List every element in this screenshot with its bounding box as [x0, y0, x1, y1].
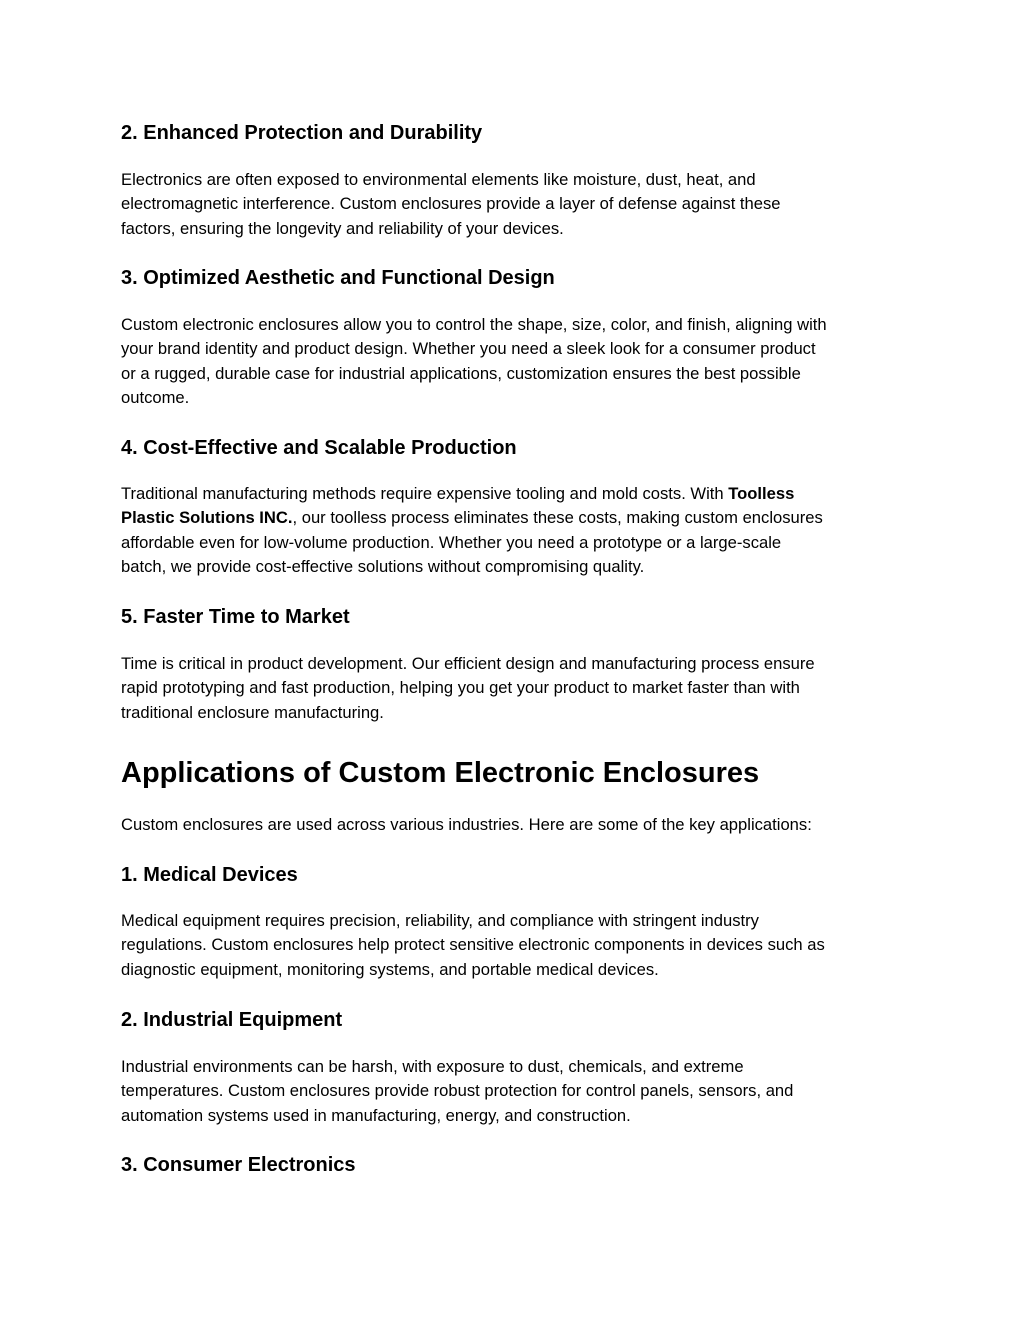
text-line: your brand identity and product design. Whether you need a sleek look for a consumer product: [121, 339, 816, 359]
heading-medical-devices: 1. Medical Devices: [121, 864, 298, 886]
text-line: outcome.: [121, 388, 190, 408]
heading-applications: Applications of Custom Electronic Enclosures: [121, 757, 760, 789]
heading-aesthetic-design: 3. Optimized Aesthetic and Functional Design: [121, 267, 555, 289]
text-line: Electronics are often exposed to environmental elements like moisture, dust, heat, and: [121, 170, 756, 189]
paragraph-industrial-equipment: [121, 1055, 911, 1128]
paragraph-enhanced-protection: [121, 168, 911, 241]
text-line: temperatures. Custom enclosures provide robust protection for control panels, sensors, and: [121, 1081, 794, 1101]
text-line: regulations. Custom enclosures help protect sensitive electronic components in devices such as: [121, 935, 825, 955]
paragraph-cost-effective: [121, 482, 911, 580]
paragraph-medical-devices: [121, 909, 911, 982]
paragraph-time-to-market: [121, 652, 911, 725]
company-name-bold: Toolless: [728, 484, 795, 503]
text-line: diagnostic equipment, monitoring systems, and portable medical devices.: [121, 959, 659, 979]
heading-consumer-electronics: 3. Consumer Electronics: [121, 1154, 356, 1176]
text-line: Industrial environments can be harsh, with exposure to dust, chemicals, and extreme: [121, 1057, 744, 1076]
text-line: batch, we provide cost-effective solutions without compromising quality.: [121, 557, 645, 577]
text-line: Custom enclosures are used across various industries. Here are some of the key applications:: [121, 815, 812, 834]
text-run: Traditional manufacturing methods require expensive tooling and mold costs. With: [121, 484, 729, 503]
heading-industrial-equipment: 2. Industrial Equipment: [121, 1009, 343, 1031]
text-line: Custom electronic enclosures allow you to control the shape, size, color, and finish, aligning with: [121, 315, 827, 334]
text-line: Time is critical in product development. Our efficient design and manufacturing process ensure: [121, 654, 815, 673]
text-line: electromagnetic interference. Custom enclosures provide a layer of defense against these: [121, 194, 781, 214]
paragraph-applications-intro: [121, 813, 911, 837]
text-line: automation systems used in manufacturing, energy, and construction.: [121, 1105, 631, 1125]
text-line: [121, 506, 911, 530]
text-line: rapid prototyping and fast production, helping you get your product to market faster than with: [121, 678, 800, 698]
heading-enhanced-protection: 2. Enhanced Protection and Durability: [121, 122, 483, 144]
text-line: traditional enclosure manufacturing.: [121, 702, 384, 722]
text-line: Medical equipment requires precision, reliability, and compliance with stringent industry: [121, 911, 759, 930]
text-line: or a rugged, durable case for industrial applications, customization ensures the best possible: [121, 363, 801, 383]
heading-time-to-market: 5. Faster Time to Market: [121, 606, 350, 628]
text-line: factors, ensuring the longevity and reliability of your devices.: [121, 218, 564, 238]
company-name-bold: Plastic Solutions INC.: [121, 508, 293, 528]
paragraph-aesthetic-design: [121, 313, 911, 411]
text-run: , our toolless process eliminates these costs, making custom enclosures: [292, 508, 823, 528]
heading-cost-effective: 4. Cost-Effective and Scalable Production: [121, 437, 517, 459]
text-line: [121, 482, 911, 506]
text-line: affordable even for low-volume production. Whether you need a prototype or a large-scale: [121, 532, 782, 552]
